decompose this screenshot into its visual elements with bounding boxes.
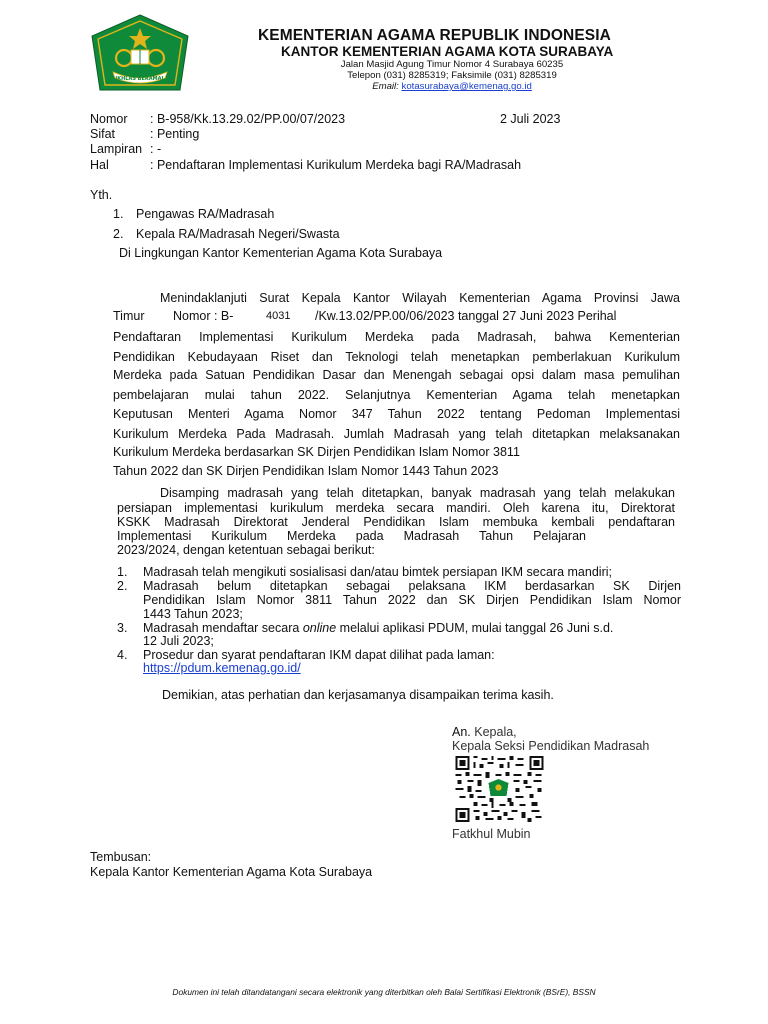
condition-3-online: online [302, 621, 337, 635]
condition-2-num: 2. [117, 579, 128, 593]
recipient-location: Di Lingkungan Kantor Kementerian Agama Kota Surabaya [119, 246, 443, 260]
tembusan-item: Kepala Kantor Kementerian Agama Kota Surabaya [90, 865, 373, 879]
p2-line-4: Implementasi Kurikulum Merdeka pada Madrasah Tahun Pelajaran [117, 529, 586, 543]
p1-number-stamp: 4031 [266, 310, 291, 322]
condition-2-line-1: Madrasah belum ditetapkan sebagai pelaksana IKM berdasarkan SK Dirjen [143, 579, 681, 593]
lampiran-value: : - [150, 142, 162, 156]
p2-line-5: 2023/2024, dengan ketentuan sebagai berikut: [117, 543, 375, 557]
condition-1: Madrasah telah mengikuti sosialisasi dan/atau bimtek persiapan IKM secara mandiri; [143, 565, 612, 579]
condition-2-line-2: Pendidikan Islam Nomor 3811 Tahun 2022 dan SK Dirjen Pendidikan Islam Nomor [143, 593, 681, 607]
letterhead-office: KANTOR KEMENTERIAN AGAMA KOTA SURABAYA [281, 44, 614, 59]
letterhead-email-line [52, 81, 768, 93]
email-label: Email: [372, 81, 399, 92]
hal-value: : Pendaftaran Implementasi Kurikulum Merdeka bagi RA/Madrasah [150, 158, 522, 172]
p1-nomor: Nomor : B- [173, 309, 234, 323]
p1-line-4: Pendidikan Kebudayaan Riset dan Teknologi telah menetapkan pemberlakuan Kurikulum [113, 350, 680, 364]
condition-1-num: 1. [117, 565, 128, 579]
signature-an-title: Kepala, [474, 725, 517, 739]
p1-line-9: Kurikulum Merdeka berdasarkan SK Dirjen Pendidikan Islam Nomor 3811 [113, 445, 520, 459]
nomor-label: Nomor [90, 112, 128, 126]
p1-line-3: Pendaftaran Implementasi Kurikulum Merdeka pada Madrasah, bahwa Kementerian [113, 330, 680, 344]
email-link[interactable]: kotasurabaya@kemenag.go.id [401, 81, 532, 92]
letterhead-phone: Telepon (031) 8285319; Faksimile (031) 8285319 [347, 70, 557, 81]
closing-text: Demikian, atas perhatian dan kerjasamanya disampaikan terima kasih. [162, 688, 554, 702]
p1-timur: Timur [113, 309, 145, 323]
electronic-signature-footer: Dokumen ini telah ditandatangani secara elektronik yang diterbitkan oleh Balai Sertifikasi Elektronik (BSrE), BSSN [172, 987, 596, 997]
p1-line-6: pembelajaran mulai tahun 2022. Selanjutnya Kementerian Agama telah menetapkan [113, 388, 680, 402]
letterhead-title: KEMENTERIAN AGAMA REPUBLIK INDONESIA [258, 27, 611, 44]
condition-4-num: 4. [117, 648, 128, 662]
letterhead-address: Jalan Masjid Agung Timur Nomor 4 Surabaya 60235 [340, 59, 564, 70]
lampiran-label: Lampiran [90, 142, 143, 156]
sifat-label: Sifat [90, 127, 116, 141]
p2-line-1: Disamping madrasah yang telah ditetapkan, banyak madrasah yang telah melakukan [160, 486, 675, 500]
yth: Yth. [90, 188, 113, 202]
letter-date: 2 Juli 2023 [500, 112, 561, 126]
p2-line-2: persiapan implementasi kurikulum merdeka secara mandiri. Oleh karena itu, Direktorat [117, 501, 675, 515]
signatory-name: Fatkhul Mubin [452, 827, 531, 841]
qr-code [455, 756, 544, 822]
p1-line-5: Merdeka pada Satuan Pendidikan Dasar dan Menengah sebagai opsi dalam masa pemulihan [113, 368, 680, 382]
svg-text:IKHLAS BERAMAL: IKHLAS BERAMAL [115, 76, 165, 82]
p1-line-10: Tahun 2022 dan SK Dirjen Pendidikan Islam Nomor 1443 Tahun 2023 [113, 464, 499, 478]
condition-4: Prosedur dan syarat pendaftaran IKM dapat dilihat pada laman: [143, 648, 495, 662]
condition-2-line-3: 1443 Tahun 2023; [143, 607, 243, 621]
recipient-1: Pengawas RA/Madrasah [136, 207, 275, 221]
condition-3-a: Madrasah mendaftar secara [143, 621, 303, 635]
nomor-value: : B-958/Kk.13.29.02/PP.00/07/2023 [150, 112, 346, 126]
p1-line-2 [113, 309, 680, 325]
recipient-2: Kepala RA/Madrasah Negeri/Swasta [136, 227, 340, 241]
condition-3-b: melalui aplikasi PDUM, mulai tanggal 26 Juni s.d. [336, 621, 614, 635]
tembusan-label: Tembusan: [90, 850, 152, 864]
recipient-1-num: 1. [113, 207, 124, 221]
condition-3 [143, 621, 613, 635]
p1-line-8: Kurikulum Merdeka Pada Madrasah. Jumlah Madrasah yang telah ditetapkan melaksanakan [113, 427, 680, 441]
p1-ref: /Kw.13.02/PP.00/06/2023 tanggal 27 Juni 2023 Perihal [315, 309, 617, 323]
sifat-value: : Penting [150, 127, 200, 141]
p2-line-3: KSKK Madrasah Direktorat Jenderal Pendidikan Islam membuka kembali pendaftaran [117, 515, 675, 529]
condition-3-num: 3. [117, 621, 128, 635]
signature-an-label: An. [452, 725, 471, 739]
recipient-2-num: 2. [113, 227, 124, 241]
signature-an [452, 725, 517, 739]
p1-line-1: Menindaklanjuti Surat Kepala Kantor Wilayah Kementerian Agama Provinsi Jawa [160, 291, 680, 305]
pdum-link[interactable]: https://pdum.kemenag.go.id/ [143, 661, 301, 675]
hal-label: Hal [90, 158, 109, 172]
condition-3-line-2: 12 Juli 2023; [143, 634, 214, 648]
p1-line-7: Keputusan Menteri Agama Nomor 347 Tahun 2022 tentang Pedoman Implementasi [113, 407, 680, 421]
signature-position: Kepala Seksi Pendidikan Madrasah [452, 739, 650, 753]
